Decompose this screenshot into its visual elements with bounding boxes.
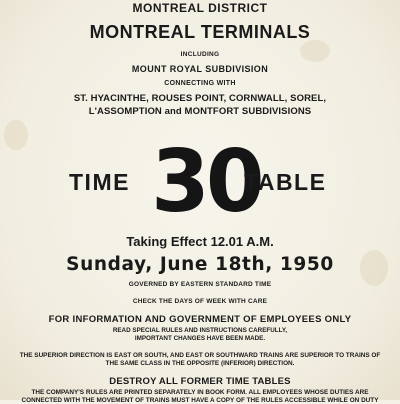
read-rules-line-1: READ SPECIAL RULES AND INSTRUCTIONS CAREFULLY, [112,327,288,334]
check-days-note: CHECK THE DAYS OF WEEK WITH CARE [132,298,268,305]
destroy-former-heading: DESTROY ALL FORMER TIME TABLES [109,376,291,387]
district-title: MONTREAL DISTRICT [132,1,268,15]
subdivision-name: MOUNT ROYAL SUBDIVISION [131,64,269,74]
employees-only-heading: FOR INFORMATION AND GOVERNMENT OF EMPLOYEES ONLY [48,314,352,325]
superior-direction-line-1: THE SUPERIOR DIRECTION IS EAST OR SOUTH, AND EAST OR SOUTHWARD TRAINS ARE SUPERIOR TO TRAINS OF [19,352,381,359]
connecting-subdivisions-line-1: ST. HYACINTHE, ROUSES POINT, CORNWALL, SOREL, [73,93,327,104]
table-word: TABLE [244,169,327,195]
company-rules-line-2: CONNECTED WITH THE MOVEMENT OF TRAINS MUST HAVE A COPY OF THE RULES ACCESSIBLE WHILE ON DUTY [21,397,379,404]
time-word: TIME [69,169,130,195]
company-rules-line-1: THE COMPANY'S RULES ARE PRINTED SEPARATELY IN BOOK FORM. ALL EMPLOYEES WHOSE DUTIES ARE [31,389,369,396]
connecting-subdivisions-line-2: L'ASSOMPTION and MONTFORT SUBDIVISIONS [88,106,312,117]
including-label: INCLUDING [180,51,220,58]
terminals-title: MONTREAL TERMINALS [89,22,311,42]
read-rules-line-2: IMPORTANT CHANGES HAVE BEEN MADE. [134,335,266,342]
effective-date: Sunday, June 18th, 1950 [66,254,334,275]
timetable-heading [0,132,400,232]
connecting-label: CONNECTING WITH [164,80,236,87]
superior-direction-line-2: THE SAME CLASS IN THE OPPOSITE (INFERIOR) DIRECTION. [105,360,295,367]
governed-by-note: GOVERNED BY EASTERN STANDARD TIME [128,281,272,288]
effective-time: Taking Effect 12.01 A.M. [126,234,274,249]
timetable-number: 30 [151,132,261,232]
